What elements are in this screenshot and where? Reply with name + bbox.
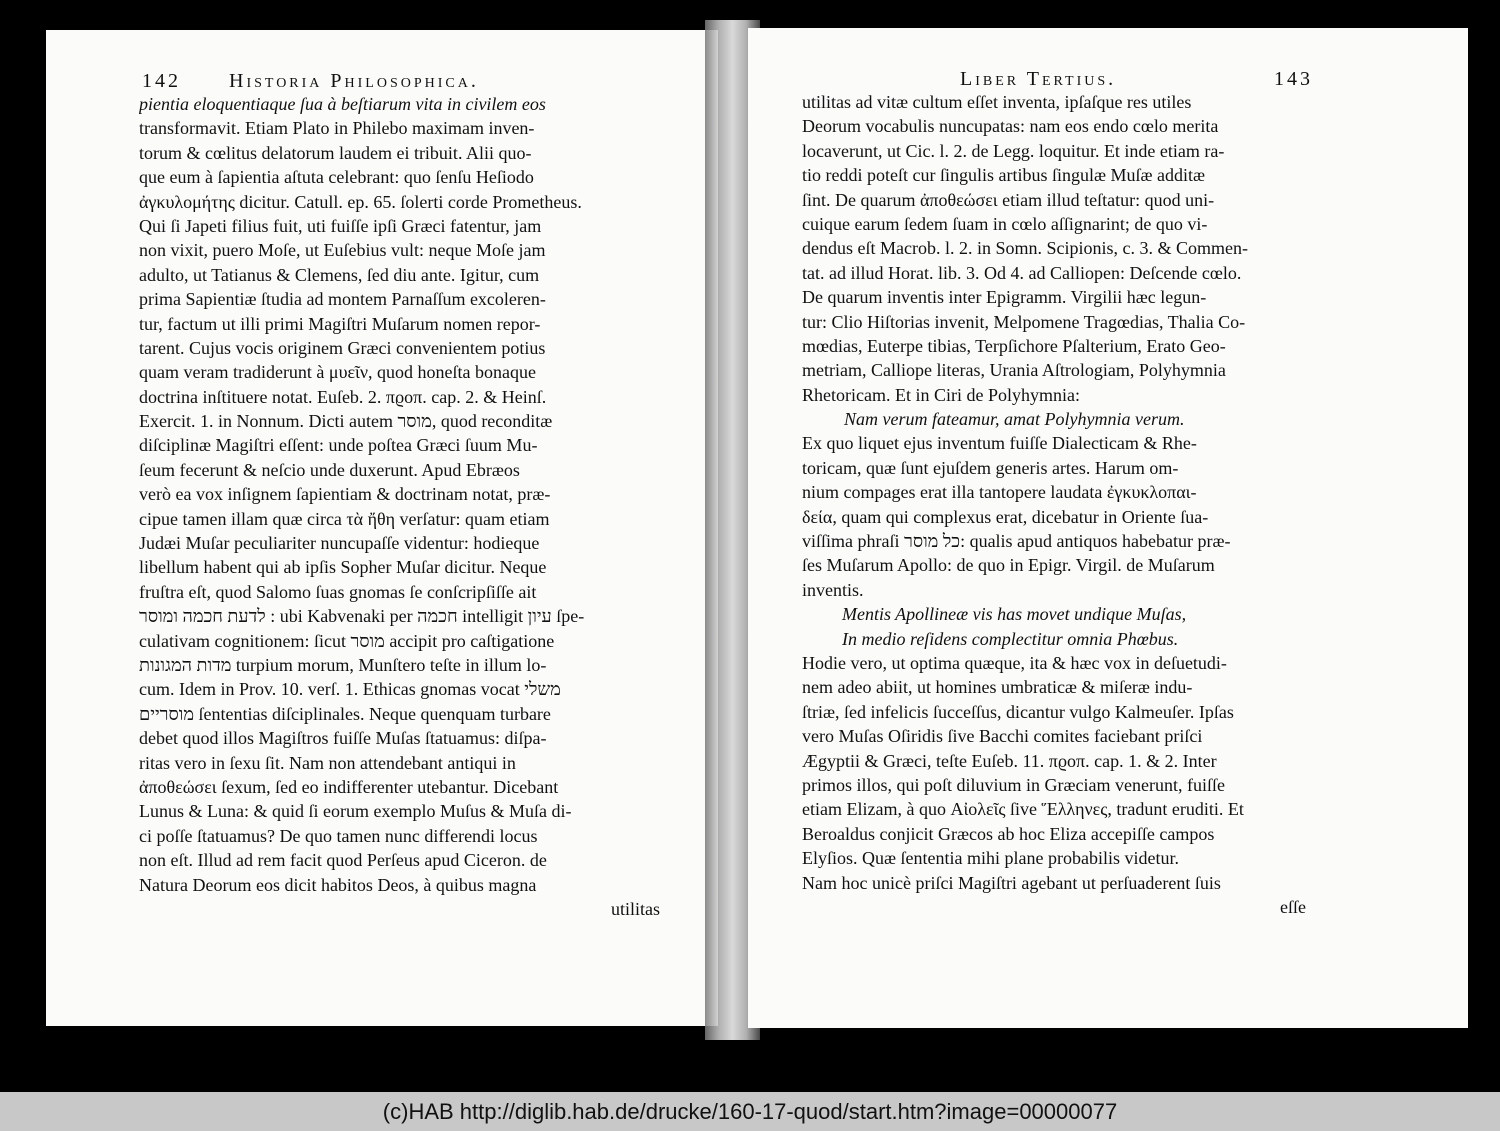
text-line: Beroaldus conjicit Græcos ab hoc Eliza accepiſſe campos (802, 823, 1215, 844)
text-line: viſſima phraſi כל מוסר: qualis apud antiquos habebatur præ- (802, 531, 1231, 552)
text-line: δεία, quam qui complexus erat, dicebatur in Oriente ſua- (802, 506, 1209, 527)
text-line: ſint. De quarum ἀποθεώσει etiam illud teſtatur: quod uni- (802, 189, 1215, 210)
right-page-text (802, 90, 1308, 919)
text-line: Ex quo liquet ejus inventum fuiſſe Dialecticam & Rhe- (802, 433, 1197, 454)
text-line: torum & cœlitus delatorum laudem ei tribuit. Alii quo- (139, 142, 532, 163)
text-line: inventis. (802, 579, 864, 600)
right-page-number: 143 (1274, 68, 1313, 90)
text-line: transformavit. Etiam Plato in Philebo maximam inven- (139, 118, 535, 139)
text-line: utilitas ad vitæ cultum eſſet inventa, ipſaſque res utiles (802, 92, 1192, 112)
text-line: etiam Elizam, à quo Αἰολεῖς ſive Ἕλληνες, tradunt eruditi. Et (802, 799, 1244, 820)
text-line: libellum habent qui ab ipſis Sopher Muſar dicitur. Neque (139, 557, 547, 578)
text-line: mœdias, Euterpe tibias, Terpſichore Pſalterium, Erato Geo- (802, 335, 1226, 356)
verse-line: Nam verum fateamur, amat Polyhymnia verum. (844, 409, 1185, 430)
text-line: ſes Muſarum Apollo: de quo in Epigr. Virgil. de Muſarum (802, 555, 1215, 576)
text-line: debet quod illos Magiſtros fuiſſe Muſas ſtatuamus: diſpa- (139, 728, 547, 749)
text-line: doctrina inſtituere notat. Euſeb. 2. πϱοπ. cap. 2. & Heinſ. (139, 386, 547, 407)
text-line: tarent. Cujus vocis originem Græci convenientem potius (139, 337, 546, 358)
text-line: מדות המגונות turpium morum, Munſtero teſte in illum lo- (139, 654, 547, 675)
text-line: ritas vero in ſexu ſit. Nam non attendebant antiqui in (139, 752, 516, 773)
text-line: fruſtra eſt, quod Salomo ſuas gnomas ſe conſcripſiſſe ait (139, 581, 537, 602)
text-line: Elyſios. Quæ ſententia mihi plane probabilis videtur. (802, 848, 1179, 869)
text-line: pientia eloquentiaque ſua à beſtiarum vita in civilem eos (139, 94, 546, 114)
text-line: מוסריים ſententias diſciplinales. Neque quenquam turbare (139, 703, 551, 724)
text-line: non eſt. Illud ad rem facit quod Perſeus apud Ciceron. de (139, 850, 547, 871)
text-line: Ægyptii & Græci, teſte Euſeb. 11. πϱοπ. cap. 1. & 2. Inter (802, 750, 1217, 771)
left-page-text (139, 92, 662, 921)
text-line: dendus eſt Macrob. l. 2. in Somn. Scipionis, c. 3. & Commen- (802, 238, 1248, 259)
right-page (748, 28, 1468, 1028)
text-line: metriam, Calliope literas, Urania Aſtrologiam, Polyhymnia (802, 360, 1226, 381)
text-line: quam veram tradiderunt à μυεῖν, quod honeſta bonaque (139, 362, 536, 383)
text-line: nium compages erat illa tantopere laudata ἐγκυκλοπαι- (802, 482, 1197, 503)
right-running-head: Liber Tertius. (960, 68, 1117, 90)
verse-line: Mentis Apollineæ vis has movet undique Muſas, (842, 604, 1187, 625)
catchword: eſſe (1280, 896, 1306, 917)
text-line: Exercit. 1. in Nonnum. Dicti autem מוסר, quod reconditæ (139, 411, 553, 432)
text-line: que eum à ſapientia aſtuta celebrant: quo ſenſu Heſiodo (139, 167, 534, 188)
catchword: utilitas (611, 898, 660, 919)
text-line: Judæi Muſar peculiariter nuncupaſſe videntur: hodieque (139, 533, 540, 554)
text-line: prima Sapientiæ ſtudia ad montem Parnaſſum excoleren- (139, 289, 546, 310)
left-page-number: 142 (142, 70, 181, 92)
text-line: ἀποθεώσει ſexum, ſed eo indifferenter utebantur. Dicebant (139, 776, 559, 797)
text-line: Hodie vero, ut optima quæque, ita & hæc vox in deſuetudi- (802, 652, 1227, 673)
verse-line: In medio reſidens complectitur omnia Phœbus. (842, 628, 1179, 649)
text-line: Qui ſi Japeti filius fuit, uti fuiſſe ipſi Græci fatentur, jam (139, 215, 542, 236)
text-line: tur, factum ut illi primi Magiſtri Muſarum nomen repor- (139, 313, 541, 334)
text-line: non vixit, puero Moſe, ut Euſebius vult: neque Moſe jam (139, 240, 546, 261)
text-line: vero Muſas Oſiridis ſive Bacchi comites faciebant priſci (802, 726, 1203, 747)
text-line: Rhetoricam. Et in Ciri de Polyhymnia: (802, 384, 1080, 405)
text-line: ſeum fecerunt & neſcio unde duxerunt. Apud Ebræos (139, 459, 520, 480)
text-line: tur: Clio Hiſtorias invenit, Melpomene Tragœdias, Thalia Co- (802, 311, 1246, 332)
text-line: cuique earum ſedem ſuam in cœlo aſſignarint; de quo vi- (802, 213, 1208, 234)
left-running-head: Historia Philosophica. (229, 70, 479, 92)
text-line: locaverunt, ut Cic. l. 2. de Legg. loquitur. Et inde etiam ra- (802, 140, 1225, 161)
text-line: cipue tamen illam quæ circa τὰ ἤθη verſatur: quam etiam (139, 508, 550, 529)
text-line: diſciplinæ Magiſtri eſſent: unde poſtea Græci ſuum Mu- (139, 435, 538, 456)
text-line: tat. ad illud Horat. lib. 3. Od 4. ad Calliopen: Deſcende cœlo. (802, 262, 1242, 283)
text-line: primos illos, qui poſt diluvium in Græciam venerunt, fuiſſe (802, 774, 1225, 795)
text-line: tio reddi poteſt cur ſingulis artibus ſingulæ Muſæ additæ (802, 165, 1205, 186)
text-line: Natura Deorum eos dicit habitos Deos, à quibus magna (139, 874, 537, 895)
text-line: Lunus & Luna: & quid ſi eorum exemplo Muſus & Muſa di- (139, 801, 572, 822)
text-line: ἀγκυλομήτης dicitur. Catull. ep. 65. ſolerti corde Prometheus. (139, 191, 582, 212)
text-line: De quarum inventis inter Epigramm. Virgilii hæc legun- (802, 287, 1207, 308)
text-line: ſtriæ, ſed infelicis ſucceſſus, dicantur vulgo Kalmeuſer. Ipſas (802, 701, 1234, 722)
text-line: adulto, ut Tatianus & Clemens, ſed diu ante. Igitur, cum (139, 264, 540, 285)
left-page (46, 30, 718, 1026)
text-line: toricam, quæ ſunt ejuſdem generis artes. Harum om- (802, 457, 1179, 478)
text-line: nem adeo abiit, ut homines umbraticæ & miſeræ indu- (802, 677, 1193, 698)
copyright-footer: (c)HAB http://diglib.hab.de/drucke/160-17-quod/start.htm?image=00000077 (0, 1092, 1500, 1131)
text-line: culativam cognitionem: ſicut מוסר accipit pro caſtigatione (139, 630, 555, 651)
text-line: Nam hoc unicè priſci Magiſtri agebant ut perſuaderent ſuis (802, 872, 1221, 893)
text-line: verò ea vox inſignem ſapientiam & doctrinam notat, præ- (139, 484, 551, 505)
text-line: Deorum vocabulis nuncupatas: nam eos endo cœlo merita (802, 116, 1219, 137)
text-line: cum. Idem in Prov. 10. verſ. 1. Ethicas gnomas vocat משלי (139, 679, 561, 700)
text-line: לדעת חכמה ומוסר : ubi Kabvenaki per חכמה intelligit עיון ſpe- (139, 606, 585, 627)
text-line: ci poſſe ſtatuamus? De quo tamen nunc differendi locus (139, 825, 538, 846)
